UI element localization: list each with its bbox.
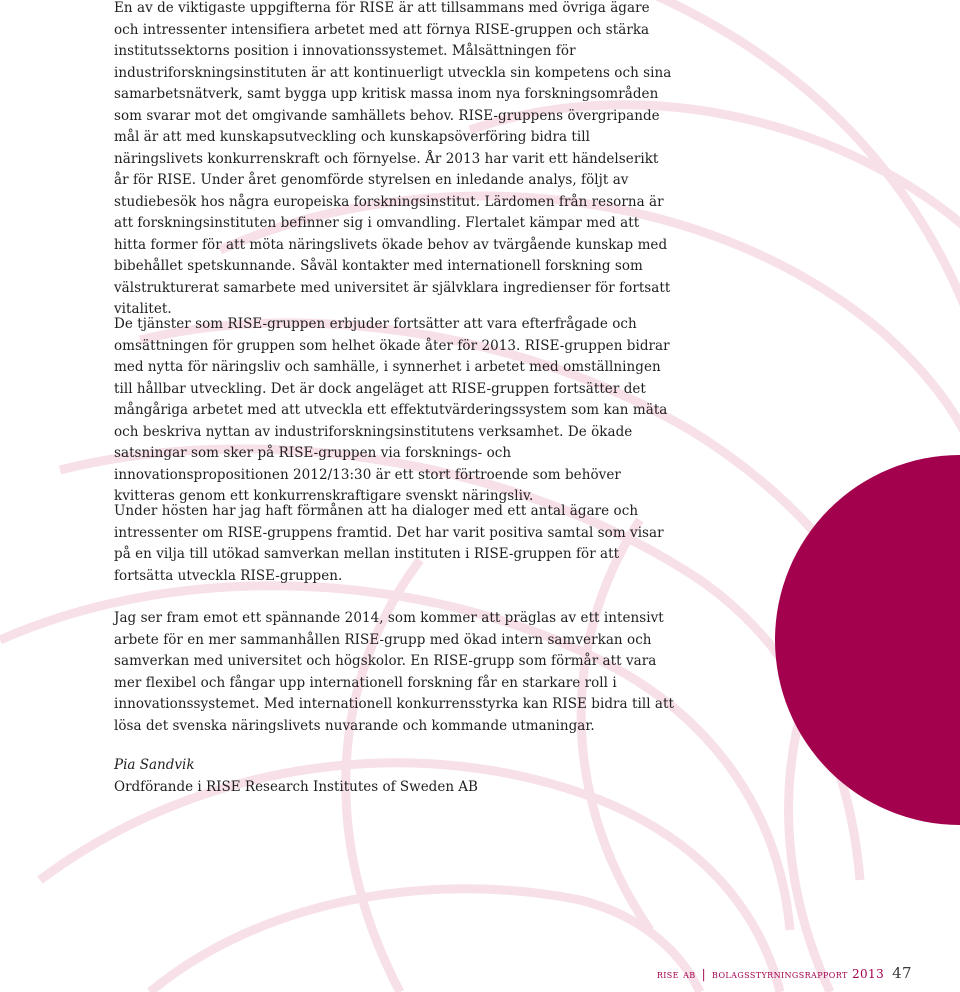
page-footer [657,964,912,988]
signature-block [114,755,674,798]
paragraph-2: De tjänster som RISE-gruppen erbjuder fortsätter att vara efterfrågade och omsättningen för gruppen som helhet ökade åter för 2013. RISE-gruppen bidrar med nytta för näringsliv och samhälle, i synnerhet i arbetet med omställningen till hållbar utveckling. Det är dock angeläget att RISE-gruppen fortsätter det mångåriga arbetet med att utveckla ett effektutvärderingssystem som kan mäta och beskriva nyttan av industriforskningsinstitutens verksamhet. De ökade satsningar som sker på RISE-gruppen via forsknings- och innovationspropositionen 2012/13:30 är ett stort förtroende som behöver kvitteras genom ett konkurrenskraftigare svenskt näringsliv. [114,316,670,504]
footer-company: rise ab [656,967,696,981]
accent-half-circle [775,455,960,825]
signature-title: Ordförande i RISE Research Institutes of Sweden AB [114,778,478,795]
footer-separator: | [701,967,707,981]
signature-name: Pia Sandvik [114,757,195,773]
paragraph-3: Under hösten har jag haft förmånen att ha dialoger med ett antal ägare och intressenter om RISE-gruppens framtid. Det har varit positiva samtal som visar på en vilja till utökad samverkan mellan instituten i RISE-gruppen för att fortsätta utveckla RISE-gruppen. [114,503,664,584]
paragraph-1: En av de viktigaste uppgifterna för RISE är att tillsammans med övriga ägare och intressenter intensifiera arbetet med att förnya RISE-gruppen och stärka institutssektorns position i innovationssystemet. Målsättningen för industriforskningsinstituten är att kontinuerligt utveckla sin kompetens och sina samarbetsnätverk, samt bygga upp kritisk massa inom nya forskningsområden som svarar mot det omgivande samhällets behov. RISE-gruppens övergripande mål är att med kunskapsutveckling och kunskapsöverföring bidra till näringslivets konkurrenskraft och förnyelse. År 2013 har varit ett händelserikt år för RISE. Under året genomförde styrelsen en inledande analys, följt av studiebesök hos några europeiska forskningsinstitut. Lärdomen från resorna är att forskningsinstituten befinner sig i omvandling. Flertalet kämpar med att hitta former för att möta näringslivets ökade behov av tvärgående kunskap med bibehållet spetskunnande. Såväl kontakter med internationell forskning som välstrukturerat samarbete med universitet är självklara ingredienser för fortsatt vitalitet. [114,0,672,317]
paragraph-4: Jag ser fram emot ett spännande 2014, som kommer att präglas av ett intensivt arbete för en mer sammanhållen RISE-grupp med ökad intern samverkan och samverkan med universitet och högskolor. En RISE-grupp som förmår att vara mer flexibel och fångar upp internationell forskning får en starkare roll i innovationssystemet. Med internationell konkurrensstyrka kan RISE bidra till att lösa det svenska näringslivets nuvarande och kommande utmaningar. [114,610,674,734]
page-number: 47 [892,964,912,982]
footer-report-title: bolagsstyrningsrapport 2013 [712,967,885,981]
